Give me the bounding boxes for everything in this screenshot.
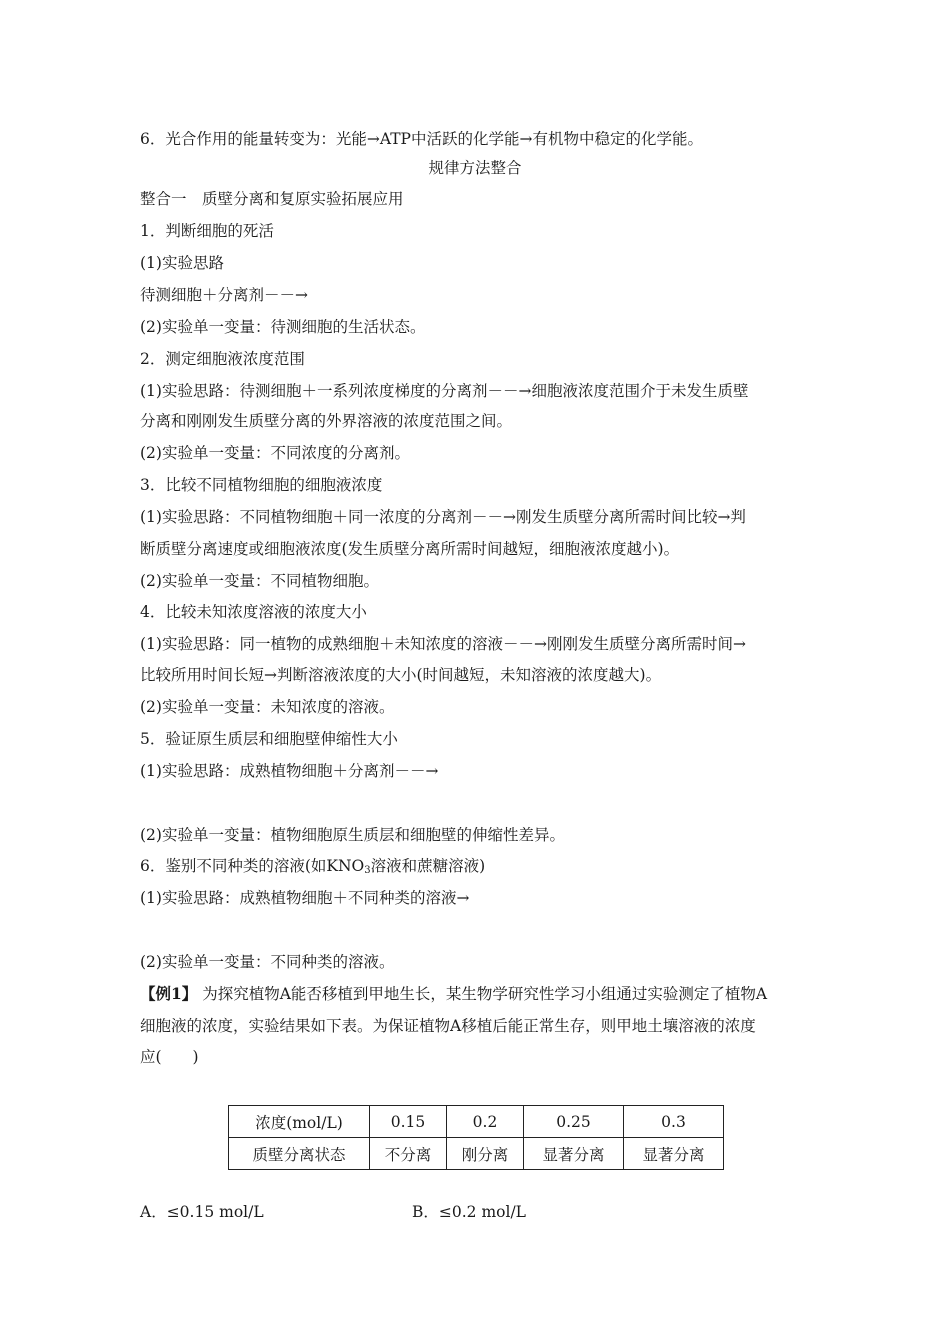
- text-fragment: 溶液和蔗糖溶液): [370, 857, 486, 875]
- example-tag: 【例1】: [140, 984, 198, 1003]
- text-line: 1．判断细胞的死活: [140, 222, 274, 240]
- text-line: (2)实验单一变量：不同浓度的分离剂。: [140, 444, 410, 462]
- text-line: 4．比较未知浓度溶液的浓度大小: [140, 603, 367, 621]
- text-line: [140, 855, 485, 882]
- subsection-heading: 整合一 质壁分离和复原实验拓展应用: [140, 190, 404, 208]
- text-line: 分离和刚刚发生质壁分离的外界溶液的浓度范围之间。: [140, 412, 513, 430]
- text-line: 3．比较不同植物细胞的细胞液浓度: [140, 476, 383, 494]
- table-cell: 显著分离: [524, 1138, 624, 1170]
- results-table: [228, 1105, 724, 1170]
- text-line: (2)实验单一变量：植物细胞原生质层和细胞壁的伸缩性差异。: [140, 826, 565, 844]
- subscript: 3: [364, 865, 371, 876]
- table-row: [229, 1106, 724, 1138]
- option-b: B．≤0.2 mol/L: [412, 1203, 526, 1221]
- table-cell: 0.25: [524, 1106, 624, 1138]
- text-line: 待测细胞＋分离剂－－→: [140, 286, 308, 304]
- text-line: 比较所用时间长短→判断溶液浓度的大小(时间越短，未知溶液的浓度越大)。: [140, 666, 662, 684]
- text-line: (2)实验单一变量：未知浓度的溶液。: [140, 698, 395, 716]
- example-text: 为探究植物A能否移植到甲地生长，某生物学研究性学习小组通过实验测定了植物A: [202, 985, 768, 1003]
- text-line: 细胞液的浓度，实验结果如下表。为保证植物A移植后能正常生存，则甲地土壤溶液的浓度: [140, 1017, 756, 1035]
- text-line: (1)实验思路：同一植物的成熟细胞＋未知浓度的溶液－－→刚刚发生质壁分离所需时间→: [140, 635, 746, 653]
- table-cell: 不分离: [370, 1138, 447, 1170]
- text-line: 5．验证原生质层和细胞壁伸缩性大小: [140, 730, 398, 748]
- table-cell: 0.3: [624, 1106, 724, 1138]
- table-cell: 质壁分离状态: [229, 1138, 370, 1170]
- table-cell: 显著分离: [624, 1138, 724, 1170]
- table-cell: 0.2: [447, 1106, 524, 1138]
- text-fragment: 6．鉴别不同种类的溶液(如KNO: [140, 857, 365, 875]
- example-line: [140, 983, 767, 1005]
- text-line: (2)实验单一变量：不同植物细胞。: [140, 572, 379, 590]
- text-line: (1)实验思路：待测细胞＋一系列浓度梯度的分离剂－－→细胞液浓度范围介于未发生质壁: [140, 382, 749, 400]
- option-a: A．≤0.15 mol/L: [140, 1203, 264, 1221]
- text-line: (1)实验思路：成熟植物细胞＋分离剂－－→: [140, 762, 439, 780]
- text-line: 应( ): [140, 1048, 199, 1066]
- section-heading: 规律方法整合: [428, 159, 522, 177]
- table-cell: 浓度(mol/L): [229, 1106, 370, 1138]
- table-cell: 刚分离: [447, 1138, 524, 1170]
- text-line: 断质壁分离速度或细胞液浓度(发生质壁分离所需时间越短，细胞液浓度越小)。: [140, 540, 680, 558]
- table-cell: 0.15: [370, 1106, 447, 1138]
- text-line: (2)实验单一变量：不同种类的溶液。: [140, 953, 395, 971]
- text-line: 2．测定细胞液浓度范围: [140, 350, 305, 368]
- text-line: (1)实验思路：不同植物细胞＋同一浓度的分离剂－－→刚发生质壁分离所需时间比较→判: [140, 508, 746, 526]
- text-line: (1)实验思路: [140, 254, 224, 272]
- table-row: [229, 1138, 724, 1170]
- text-line: (1)实验思路：成熟植物细胞＋不同种类的溶液→: [140, 889, 470, 907]
- text-line: (2)实验单一变量：待测细胞的生活状态。: [140, 318, 426, 336]
- text-line: 6．光合作用的能量转变为：光能→ATP中活跃的化学能→有机物中稳定的化学能。: [140, 130, 703, 148]
